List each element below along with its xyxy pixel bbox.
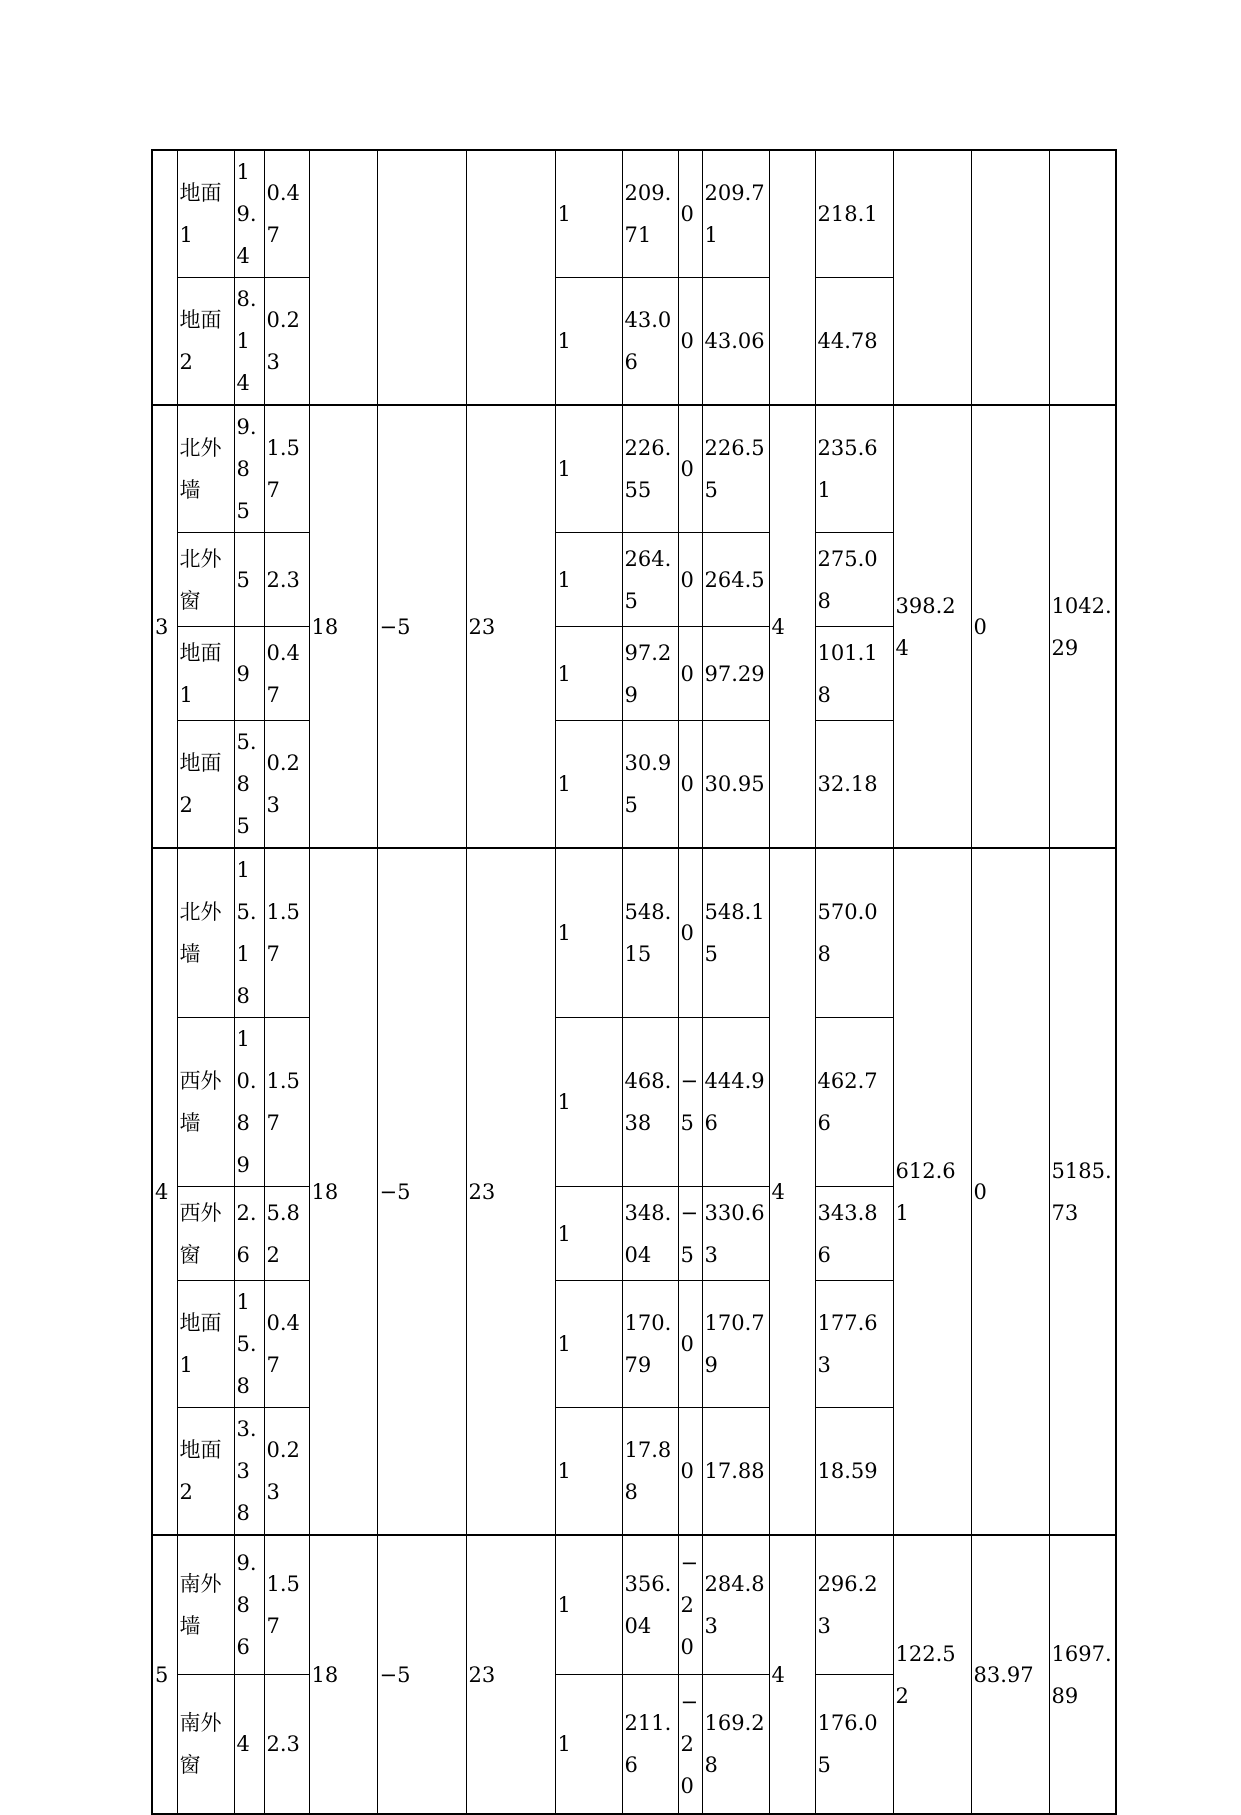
subtotal-heat-loss-cell: 218.1 — [815, 150, 893, 278]
correction-coef-cell: 1 — [555, 405, 622, 533]
height-addition-cell: 4 — [769, 405, 815, 848]
basic-heat-loss-cell: 30.95 — [622, 721, 678, 849]
indoor-temp-cell: 18 — [309, 1535, 377, 1814]
subtotal-heat-loss-cell: 101.18 — [815, 627, 893, 721]
temp-diff-cell: 23 — [466, 1535, 555, 1814]
height-addition-cell — [769, 150, 815, 405]
area-cell: 9 — [234, 627, 264, 721]
table-row — [152, 150, 1116, 278]
k-value-cell: 0.23 — [264, 278, 309, 406]
corrected-heat-loss-cell: 30.95 — [702, 721, 769, 849]
orientation-correction-cell: 0 — [678, 150, 702, 278]
component-name-cell: 地面2 — [177, 278, 234, 406]
orientation-correction-cell: −5 — [678, 1187, 702, 1281]
intrusion-heat-loss-cell: 83.97 — [971, 1535, 1049, 1814]
orientation-correction-cell: −20 — [678, 1675, 702, 1815]
corrected-heat-loss-cell: 284.83 — [702, 1535, 769, 1675]
correction-coef-cell: 1 — [555, 848, 622, 1018]
k-value-cell: 0.47 — [264, 1281, 309, 1408]
table-row — [152, 405, 1116, 533]
infiltration-heat-loss-cell — [893, 150, 971, 405]
indoor-temp-cell — [309, 150, 377, 405]
correction-coef-cell: 1 — [555, 721, 622, 849]
corrected-heat-loss-cell: 17.88 — [702, 1408, 769, 1536]
area-cell: 15.18 — [234, 848, 264, 1018]
orientation-correction-cell: 0 — [678, 405, 702, 533]
corrected-heat-loss-cell: 444.96 — [702, 1018, 769, 1187]
room-total-cell: 5185.73 — [1049, 848, 1116, 1535]
correction-coef-cell: 1 — [555, 1018, 622, 1187]
room-group — [152, 1535, 1116, 1814]
k-value-cell: 0.23 — [264, 1408, 309, 1536]
orientation-correction-cell: 0 — [678, 721, 702, 849]
k-value-cell: 2.3 — [264, 1675, 309, 1815]
subtotal-heat-loss-cell: 462.76 — [815, 1018, 893, 1187]
subtotal-heat-loss-cell: 18.59 — [815, 1408, 893, 1536]
indoor-temp-cell: 18 — [309, 848, 377, 1535]
correction-coef-cell: 1 — [555, 1408, 622, 1536]
orientation-correction-cell: 0 — [678, 627, 702, 721]
basic-heat-loss-cell: 209.71 — [622, 150, 678, 278]
k-value-cell: 5.82 — [264, 1187, 309, 1281]
correction-coef-cell: 1 — [555, 278, 622, 406]
area-cell: 15.8 — [234, 1281, 264, 1408]
subtotal-heat-loss-cell: 296.23 — [815, 1535, 893, 1675]
k-value-cell: 1.57 — [264, 405, 309, 533]
basic-heat-loss-cell: 97.29 — [622, 627, 678, 721]
basic-heat-loss-cell: 211.6 — [622, 1675, 678, 1815]
intrusion-heat-loss-cell — [971, 150, 1049, 405]
infiltration-heat-loss-cell: 398.24 — [893, 405, 971, 848]
k-value-cell: 0.47 — [264, 627, 309, 721]
correction-coef-cell: 1 — [555, 1187, 622, 1281]
area-cell: 19.4 — [234, 150, 264, 278]
subtotal-heat-loss-cell: 570.08 — [815, 848, 893, 1018]
temp-diff-cell: 23 — [466, 848, 555, 1535]
area-cell: 4 — [234, 1675, 264, 1815]
orientation-correction-cell: 0 — [678, 533, 702, 627]
table-row — [152, 848, 1116, 1018]
infiltration-heat-loss-cell: 122.52 — [893, 1535, 971, 1814]
k-value-cell: 0.23 — [264, 721, 309, 849]
area-cell: 9.85 — [234, 405, 264, 533]
basic-heat-loss-cell: 17.88 — [622, 1408, 678, 1536]
intrusion-heat-loss-cell: 0 — [971, 405, 1049, 848]
corrected-heat-loss-cell: 170.79 — [702, 1281, 769, 1408]
correction-coef-cell: 1 — [555, 1675, 622, 1815]
orientation-correction-cell: 0 — [678, 1281, 702, 1408]
indoor-temp-cell: 18 — [309, 405, 377, 848]
correction-coef-cell: 1 — [555, 1535, 622, 1675]
k-value-cell: 1.57 — [264, 1535, 309, 1675]
component-name-cell: 地面1 — [177, 627, 234, 721]
subtotal-heat-loss-cell: 32.18 — [815, 721, 893, 849]
room-number-cell: 4 — [152, 848, 177, 1535]
corrected-heat-loss-cell: 548.15 — [702, 848, 769, 1018]
k-value-cell: 1.57 — [264, 848, 309, 1018]
area-cell: 2.6 — [234, 1187, 264, 1281]
corrected-heat-loss-cell: 264.5 — [702, 533, 769, 627]
component-name-cell: 北外墙 — [177, 405, 234, 533]
k-value-cell: 2.3 — [264, 533, 309, 627]
subtotal-heat-loss-cell: 44.78 — [815, 278, 893, 406]
component-name-cell: 西外墙 — [177, 1018, 234, 1187]
correction-coef-cell: 1 — [555, 1281, 622, 1408]
correction-coef-cell: 1 — [555, 627, 622, 721]
basic-heat-loss-cell: 356.04 — [622, 1535, 678, 1675]
room-number-cell: 3 — [152, 405, 177, 848]
area-cell: 9.86 — [234, 1535, 264, 1675]
temp-diff-cell — [466, 150, 555, 405]
basic-heat-loss-cell: 468.38 — [622, 1018, 678, 1187]
orientation-correction-cell: 0 — [678, 848, 702, 1018]
basic-heat-loss-cell: 264.5 — [622, 533, 678, 627]
basic-heat-loss-cell: 226.55 — [622, 405, 678, 533]
area-cell: 3.38 — [234, 1408, 264, 1536]
subtotal-heat-loss-cell: 275.08 — [815, 533, 893, 627]
component-name-cell: 南外窗 — [177, 1675, 234, 1815]
basic-heat-loss-cell: 170.79 — [622, 1281, 678, 1408]
subtotal-heat-loss-cell: 343.86 — [815, 1187, 893, 1281]
height-addition-cell: 4 — [769, 1535, 815, 1814]
component-name-cell: 西外窗 — [177, 1187, 234, 1281]
area-cell: 10.89 — [234, 1018, 264, 1187]
room-total-cell: 1042.29 — [1049, 405, 1116, 848]
component-name-cell: 北外窗 — [177, 533, 234, 627]
corrected-heat-loss-cell: 330.63 — [702, 1187, 769, 1281]
k-value-cell: 0.47 — [264, 150, 309, 278]
subtotal-heat-loss-cell: 177.63 — [815, 1281, 893, 1408]
correction-coef-cell: 1 — [555, 150, 622, 278]
orientation-correction-cell: −20 — [678, 1535, 702, 1675]
room-number-cell: 5 — [152, 1535, 177, 1814]
basic-heat-loss-cell: 548.15 — [622, 848, 678, 1018]
basic-heat-loss-cell: 348.04 — [622, 1187, 678, 1281]
component-name-cell: 北外墙 — [177, 848, 234, 1018]
outdoor-temp-cell: −5 — [377, 405, 466, 848]
room-group — [152, 848, 1116, 1535]
subtotal-heat-loss-cell: 235.61 — [815, 405, 893, 533]
room-number-cell — [152, 150, 177, 405]
heat-load-table — [151, 149, 1117, 1815]
component-name-cell: 地面1 — [177, 1281, 234, 1408]
area-cell: 5.85 — [234, 721, 264, 849]
room-group — [152, 150, 1116, 405]
room-total-cell — [1049, 150, 1116, 405]
component-name-cell: 地面1 — [177, 150, 234, 278]
corrected-heat-loss-cell: 209.71 — [702, 150, 769, 278]
height-addition-cell: 4 — [769, 848, 815, 1535]
infiltration-heat-loss-cell: 612.61 — [893, 848, 971, 1535]
orientation-correction-cell: 0 — [678, 1408, 702, 1536]
intrusion-heat-loss-cell: 0 — [971, 848, 1049, 1535]
k-value-cell: 1.57 — [264, 1018, 309, 1187]
component-name-cell: 地面2 — [177, 721, 234, 849]
table-row — [152, 1535, 1116, 1675]
area-cell: 5 — [234, 533, 264, 627]
correction-coef-cell: 1 — [555, 533, 622, 627]
corrected-heat-loss-cell: 169.28 — [702, 1675, 769, 1815]
outdoor-temp-cell: −5 — [377, 1535, 466, 1814]
corrected-heat-loss-cell: 43.06 — [702, 278, 769, 406]
room-total-cell: 1697.89 — [1049, 1535, 1116, 1814]
area-cell: 8.14 — [234, 278, 264, 406]
orientation-correction-cell: 0 — [678, 278, 702, 406]
room-group — [152, 405, 1116, 848]
orientation-correction-cell: −5 — [678, 1018, 702, 1187]
subtotal-heat-loss-cell: 176.05 — [815, 1675, 893, 1815]
basic-heat-loss-cell: 43.06 — [622, 278, 678, 406]
component-name-cell: 南外墙 — [177, 1535, 234, 1675]
corrected-heat-loss-cell: 97.29 — [702, 627, 769, 721]
corrected-heat-loss-cell: 226.55 — [702, 405, 769, 533]
temp-diff-cell: 23 — [466, 405, 555, 848]
outdoor-temp-cell — [377, 150, 466, 405]
component-name-cell: 地面2 — [177, 1408, 234, 1536]
outdoor-temp-cell: −5 — [377, 848, 466, 1535]
